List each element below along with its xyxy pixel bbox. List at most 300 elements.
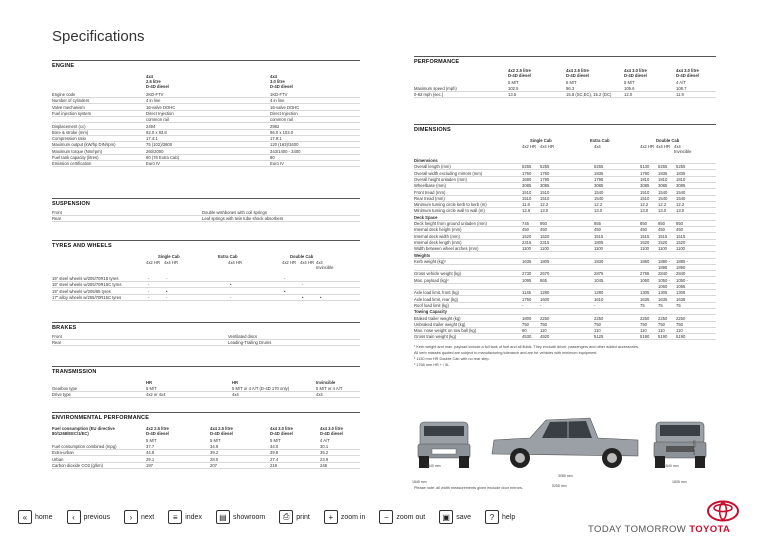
suspension-row [52,210,360,216]
dimensions-cell: 110 [658,328,665,334]
dimensions-cell: 1835 [594,170,604,176]
performance-cell: 108.7 [676,86,687,91]
env-sub-header: 5 M/T [270,438,281,443]
dimensions-row [414,303,716,309]
tyres-cell: - [148,288,150,294]
transmission-cell: 4x4 [316,392,323,398]
suspension-section-heading: SUSPENSION [52,201,91,207]
engine-cell: 80 [270,155,275,160]
performance-cell: 15.8 (SC,EC), 15.2 (DC) [566,92,612,98]
engine-cell: Bore & stroke (mm) [52,129,89,135]
env-cell: 23.9 [320,456,329,462]
performance-col-header: D-4D diesel [676,73,699,78]
dimensions-cell: Overall width excluding mirrors (mm) [414,170,483,176]
dimensions-cell: 1520 [676,239,686,245]
dimensions-cell: 1045 [594,277,604,283]
engine-row [52,124,360,130]
performance-sub-header: 5 M/T [624,80,635,85]
env-sub-header: 5 M/T [210,438,221,443]
help-icon: ? [485,510,499,524]
dimensions-row [414,158,716,164]
env-row [52,450,360,456]
env-col-header: 4x4 3.0 litre [320,426,343,431]
save-button[interactable] [439,510,471,524]
home-button[interactable] [18,510,53,524]
tagline-text: TODAY TOMORROW [588,524,690,535]
dimensions-cell: Deck Space [414,214,438,220]
tyres-cell: - [166,294,168,300]
env-cell: 35.2 [320,450,329,456]
dimensions-row [414,234,716,240]
dimensions-row [414,171,716,177]
dimensions-cell: 1055 [676,284,686,289]
env-cell: 39.2 [210,450,219,456]
dimensions-cell: Overall length (mm) [414,164,451,170]
dimensions-cell: 5130 [640,164,650,170]
truck-side-view [486,412,644,476]
brakes-row [52,340,360,346]
dimensions-cell: 1100 [676,246,686,252]
tyres-cell: - [302,282,304,288]
brakes-cell: Rear [52,340,62,346]
performance-sub-header: 4 A/T [676,80,686,85]
dimensions-cell: 12.2 [658,202,667,208]
dimensions-cell: 2250 [540,315,550,321]
dimensions-cell: 90 [522,328,527,334]
dimensions-row [414,278,716,284]
dimensions-section-heading: DIMENSIONS [414,127,451,133]
performance-cell: 11.9 [676,92,684,98]
dimensions-cell: 5190 [658,334,668,340]
dimensions-col-header: 4x4 Invincible [674,144,692,154]
brakes-row [52,334,360,340]
diagram-footnote: Please note: all width measurements given exclude door mirrors. [414,486,523,490]
dimensions-cell: 3085 [540,183,550,189]
engine-row [52,142,360,148]
dimensions-cell: Axle load limit, rear (kg) [414,296,458,302]
dimensions-row [414,284,716,290]
dimensions-cell: 1800 [522,315,532,321]
dim-rear-height: 1845 mm [412,480,427,484]
dimensions-cell: 12.2 [676,202,685,208]
dimensions-cell: 1095 [522,277,532,283]
dimensions-cell: 745 [522,221,529,226]
engine-cell: Maximum torque (Nm/rpm) [52,148,103,154]
showroom-label: showroom [232,513,266,521]
env-cell: 29.1 [146,456,155,462]
next-icon: › [124,510,138,524]
dimensions-row [414,259,716,265]
engine-cell: Compression ratio [52,136,86,142]
engine-row [52,136,360,142]
env-cell: 207 [210,462,217,468]
dimensions-row [414,328,716,334]
engine-cell: Engine code [52,92,76,97]
dimensions-cell: 5125 [594,334,604,340]
engine-cell: common rail [270,117,293,123]
dim-wheelbase: 3085 mm [558,474,573,478]
env-cell: 28.0 [210,456,219,462]
env-cell: Urban [52,456,64,462]
dimensions-cell: 1510 [540,195,550,201]
performance-section-heading: PERFORMANCE [414,59,460,65]
index-label: index [185,513,202,521]
dimensions-cell: 1880 - [658,258,670,264]
dimensions-cell: 1760 [640,170,650,176]
dimensions-cell: 4530 [522,334,532,340]
engine-cell: 96.0 x 103.0 [270,129,294,135]
index-button[interactable] [168,510,202,524]
dimensions-cell: 1050 - [658,277,670,283]
performance-col-header: D-4D diesel [566,73,589,78]
next-label: next [140,513,155,521]
env-col-header: D-4D diesel [210,431,233,436]
dimensions-cell: Max. payload (kg)² [414,277,449,283]
dimensions-cell: 450 [640,227,647,233]
dimensions-section [414,124,716,133]
dimensions-cell: 1060 [658,284,668,289]
dimensions-cell: 110 [540,328,547,334]
env-row [52,463,360,469]
dimensions-cell: Gross vehicle weight (kg) [414,271,462,277]
dim-length: 5255 mm [552,484,567,488]
engine-row [52,92,360,98]
engine-col2-header: D-4D diesel [270,84,293,89]
dimensions-cell: 1540 [594,189,604,195]
help-button[interactable] [485,510,515,524]
dimensions-cell: 1520 [540,233,550,239]
dimensions-row [414,297,716,303]
dimensions-cell: 1635 [640,296,650,302]
tyres-group-header: Single Cab [158,254,180,259]
dimensions-cell: Axle load limit, front (kg) [414,290,459,296]
dimensions-cell: 1305 [658,290,668,296]
dimensions-cell: 1060 [640,277,650,283]
engine-cell: Emission certification [52,161,92,167]
engine-cell: 260/2000 [146,148,164,154]
engine-cell: 75 (102)/3600 [146,142,173,148]
dimensions-row [414,334,716,340]
dimensions-row [414,271,716,277]
dimensions-cell: 1305 [640,290,650,296]
engine-cell: 2KD-FTV [146,92,164,97]
previous-icon: ‹ [67,510,81,524]
env-sub-header: 5 M/T [146,438,157,443]
dimensions-cell: 13.0 [594,208,603,214]
performance-row [414,86,716,92]
suspension-cell: Front [52,210,62,215]
dimensions-cell: 2315 [522,239,532,245]
engine-cell: Euro IV [270,161,284,167]
dimensions-cell: 1305 [676,290,686,296]
dimensions-row [414,253,716,259]
dimensions-cell: 850 [676,221,683,226]
dimensions-cell: 3085 [676,183,686,189]
dimensions-cell: 1540 [658,189,668,195]
transmission-col-header: Invincible [316,380,336,385]
zoom-out-button[interactable] [379,510,425,524]
toyota-logo-icon [706,500,740,522]
performance-cell: 96.3 [566,86,575,91]
performance-col-header: 4x4 2.5 litre [566,68,589,73]
transmission-row [52,392,360,398]
dimensions-row [414,309,716,315]
dimensions-cell: 12.6 [522,208,531,214]
dimensions-cell: Internal deck height (mm) [414,227,462,233]
save-label: save [456,513,471,521]
showroom-icon: ▤ [216,510,230,524]
dimensions-cell: 1100 [594,246,604,252]
dimensions-cell: 5255 [658,164,668,170]
dimensions-row [414,322,716,328]
engine-cell: Displacement (cc) [52,123,86,129]
dimensions-cell: 850 [640,221,647,226]
footnote: All kerb masses quoted are subject to manufacturing tolerance and are for vehicles with minimum equipment. [414,351,598,355]
dimensions-cell: Weights [414,252,431,258]
engine-row [52,117,360,123]
dimensions-cell: 1680 [522,176,532,182]
next-button[interactable] [124,510,154,524]
engine-cell: Fuel injection system [52,110,92,116]
dimensions-cell: 1540 [594,195,604,201]
zoom-in-button[interactable] [324,510,366,524]
dimensions-cell: 1145 [522,290,532,296]
engine-cell: 92.0 x 93.8 [146,129,167,135]
dimensions-cell: 12.2 [540,202,549,208]
dimensions-cell: 1100 [658,246,668,252]
performance-sub-header: 5 M/T [566,80,577,85]
performance-col-header: 4x4 3.0 litre [676,68,699,73]
performance-cell: 13.5 [508,92,517,98]
engine-cell: 4 in line [270,98,285,104]
dimensions-group-header: Single Cab [530,138,552,143]
dimensions-cell: 1795 [594,176,604,182]
dimensions-cell: 1810 [658,176,668,182]
dimensions-cell: 5255 [594,164,604,170]
engine-row [52,111,360,117]
dimensions-cell: 1540 [676,195,686,201]
dimensions-cell: Deck height from ground unladen (mm) [414,221,487,226]
tyres-group-header: Double Cab [290,254,314,259]
index-icon: ≡ [168,510,182,524]
tyres-cell: • [320,294,322,300]
brakes-cell: Front [52,334,62,339]
engine-row [52,161,360,167]
dimensions-row [414,202,716,208]
engine-section [52,60,360,69]
tyres-cell: - [284,276,286,281]
tyres-cell: • [302,294,304,300]
save-icon: ▣ [439,510,453,524]
home-icon: « [18,510,32,524]
dimensions-cell: 1635 [658,296,668,302]
dimensions-cell: 2840 [676,271,686,277]
dimensions-cell: 1100 [522,246,532,252]
tyres-cell: • [166,288,168,294]
dimensions-col-header: 4x4 HR [656,144,670,149]
dimensions-cell: 75 [658,302,663,308]
zoom-out-icon: − [379,510,393,524]
env-col-header: 4x4 2.5 litre [210,426,233,431]
brand-tagline [588,524,730,535]
engine-cell: Number of cylinders [52,98,90,104]
tyres-section [52,240,360,249]
dimensions-cell: 750 [594,321,601,327]
env-label: 80/1268/EEC/1/EC) [52,431,89,436]
dimensions-cell: 1885 - [676,258,688,264]
dimensions-row [414,190,716,196]
dimensions-cell: 1540 [676,189,686,195]
env-label: Fuel consumption (EU directive [52,426,115,431]
env-cell: 44.8 [146,450,155,456]
dimensions-cell: Internal deck width (mm) [414,233,460,239]
footnote: ² 1130 mm HR Double Cab with no rear step. [414,357,490,361]
dimensions-cell: 1635 [676,296,686,302]
transmission-section-heading: TRANSMISSION [52,369,97,375]
tyres-group-header: Extra Cab [218,254,238,259]
dimensions-cell: 3085 [658,183,668,189]
env-cell: 248 [320,462,327,468]
transmission-cell: 5 M/T or 4 A/T [316,386,343,391]
showroom-button[interactable] [216,510,265,524]
dimensions-cell: Gross train weight (kg) [414,334,457,340]
dimensions-cell: Width between wheel arches (mm) [414,246,479,252]
truck-front-view [650,416,710,474]
dimensions-cell: 450 [540,227,547,233]
dimensions-cell: 1540 [658,195,668,201]
engine-cell: 1KD-FTV [270,92,288,97]
engine-row [52,98,360,104]
footnote: ¹ Kerb weight and max. payload include a full tank of fuel and all fluids. They exclude driver, passengers and other added accessories. [414,345,639,349]
dimensions-cell: Braked trailer weight (kg) [414,315,461,321]
tyres-cell: - [148,276,150,281]
dimensions-cell: 5255 [522,164,532,170]
print-button[interactable] [279,510,310,524]
engine-cell: Fuel tank capacity (litres) [52,155,99,160]
performance-sub-header: 5 M/T [508,80,519,85]
dimensions-cell: 2250 [676,315,686,321]
engine-cell: 16-valve DOHC [270,104,300,110]
env-cell: Extra-urban [52,450,74,456]
tyres-row [52,276,360,282]
dimensions-cell: 5190 [640,334,650,340]
print-icon: ⎙ [279,510,293,524]
dimensions-cell: 1635 [522,258,532,264]
transmission-cell: 5 M/T or 4 A/T (D-4D 170 only) [232,386,290,391]
footnote: ³ 1768 mm HR + / 5L [414,363,450,367]
dimensions-cell: 12.2 [594,202,603,208]
dimensions-cell: 1805 [594,239,604,245]
dimensions-cell: 450 [676,227,683,233]
brand-name: TOYOTA [689,524,731,535]
dimensions-cell: 13.0 [658,208,667,214]
dimensions-cell: Unbraked trailer weight (kg) [414,321,466,327]
dimensions-row [414,215,716,221]
dimensions-cell: 5255 [540,164,550,170]
dimensions-cell: 2250 [640,315,650,321]
performance-section [414,56,716,65]
brakes-section-heading: BRAKES [52,325,77,331]
dimensions-cell: 1515 [658,233,668,239]
dimensions-cell: 1750 [522,296,532,302]
dimensions-cell: Kerb weight (kg)¹ [414,258,446,264]
dimensions-cell: 1805 [540,258,550,264]
dimensions-cell: 1835 [658,170,668,176]
dimensions-cell: 450 [658,227,665,233]
performance-cell: Maximum speed (mph) [414,86,457,91]
previous-button[interactable] [67,510,110,524]
suspension-row [52,216,360,222]
dimensions-cell: Front tread (mm) [414,189,446,195]
engine-cell: 343/1400 - 3400 [270,148,301,154]
dimensions-cell: 1830 [594,258,604,264]
vehicle-diagram [410,412,710,492]
dimensions-cell: 110 [676,328,683,334]
engine-cell: Direct Injection [146,110,174,116]
dimensions-cell: 110 [640,328,647,334]
engine-row [52,130,360,136]
dimensions-cell: 1835 [676,170,686,176]
dimensions-cell: 1810 [676,176,686,182]
brakes-cell: Leading-Trailing Drums [228,340,272,346]
transmission-cell: 4x2 or 4x4 [146,392,166,398]
engine-cell: Valve mechanism [52,104,85,110]
previous-label: previous [83,513,110,521]
dimensions-cell: 1515 [640,233,650,239]
dimensions-group-header: Extra Cab [590,138,610,143]
dimensions-cell: 75 [676,302,681,308]
dimensions-cell: 1890 [676,265,686,271]
env-row [52,444,360,450]
help-label: help [501,513,516,521]
dimensions-cell: 1520 [522,233,532,239]
dimensions-cell: Max. nose weight on tow ball (kg) [414,328,477,334]
dimensions-cell: 860 [540,221,547,226]
dimensions-cell: 2765 [640,271,650,277]
dimensions-cell: Dimensions [414,158,438,163]
engine-cell: 17.9:1 [270,136,282,142]
suspension-cell: Double wishbones with coil springs [202,210,267,215]
tyres-cell: - [148,282,150,288]
dimensions-row [414,196,716,202]
dimensions-cell: 1760 [522,170,532,176]
brakes-cell: Ventilated discs [228,334,258,339]
engine-col1-header: D-4D diesel [146,84,169,89]
dimensions-cell: 1280 [594,290,604,296]
suspension-cell: Rear [52,216,62,222]
navigation-toolbar [18,505,529,529]
dimensions-cell: 13.0 [676,208,685,214]
env-col-header: D-4D diesel [146,431,169,436]
suspension-cell: Leaf springs with twin tube shock absorbers [202,216,284,222]
tyres-cell: • [230,282,232,288]
dimensions-cell: 2730 [522,271,532,277]
dimensions-col-header: 4x2 HR [640,144,654,149]
dimensions-cell: 1510 [522,189,532,195]
transmission-row [52,386,360,392]
tyres-cell: 15" steel wheels w/255/70R15C tyres [52,282,122,288]
dimensions-row [414,265,716,271]
dimensions-col-header: 4x4 [594,144,601,149]
engine-row [52,149,360,155]
dimensions-cell: 1600 [540,296,550,302]
dimensions-row [414,164,716,170]
engine-cell: 80 (76 Extra Cab) [146,155,180,160]
engine-cell: Direct Injection [270,110,298,116]
performance-col-header: D-4D diesel [508,73,531,78]
env-section [52,412,360,421]
dimensions-cell: 1510 [522,195,532,201]
